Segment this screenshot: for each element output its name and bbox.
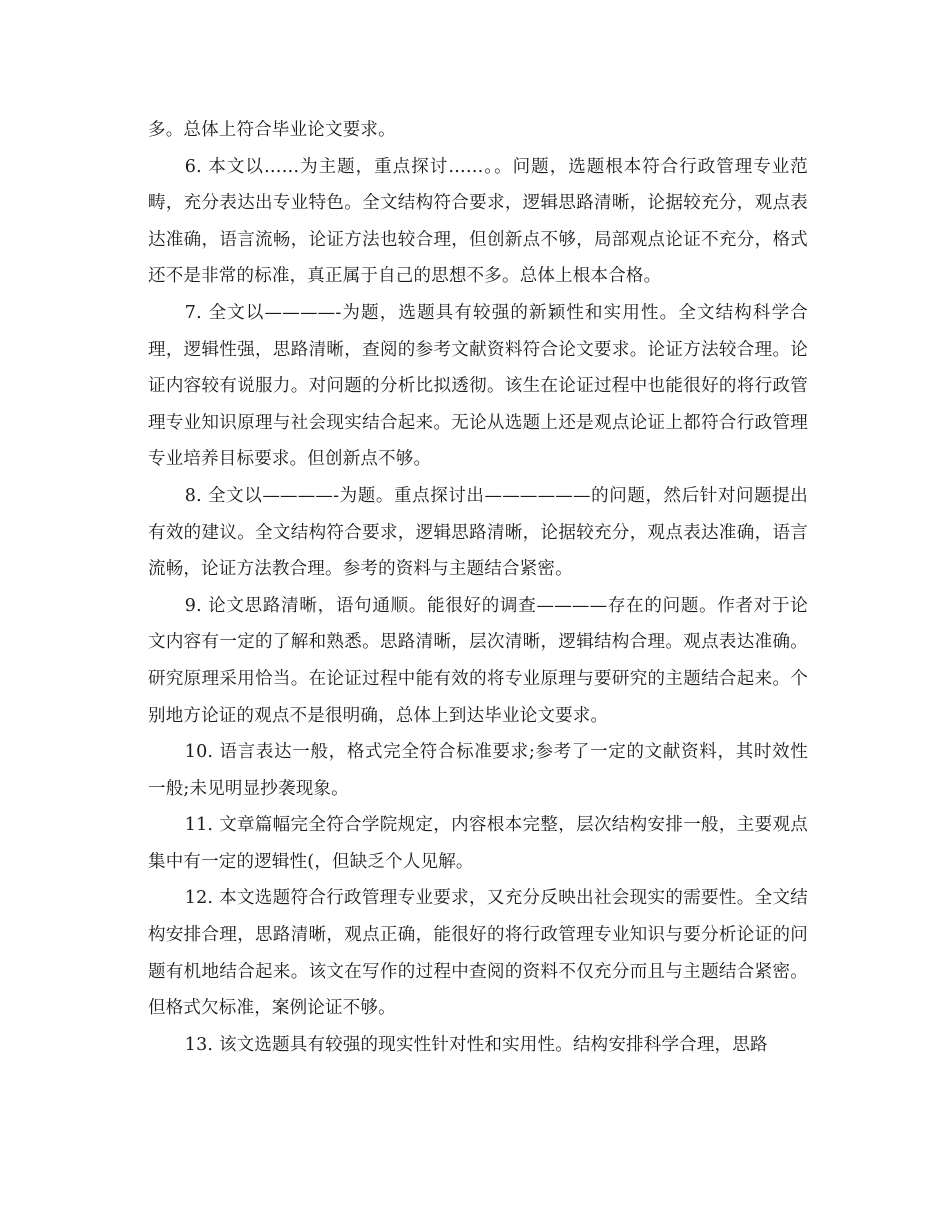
paragraph-9: 9. 论文思路清晰，语句通顺。能很好的调查————存在的问题。作者对于论文内容有一定的了解和熟悉。思路清晰，层次清晰，逻辑结构合理。观点表达准确。研究原理采用恰当。在论证过程中能有效的将专业原理与要研究的主题结合起来。个别地方论证的观点不是很明确，总体上到达毕业论文要求。 xyxy=(148,595,808,726)
paragraph-13: 13. 该文选题具有较强的现实性针对性和实用性。结构安排科学合理，思路 xyxy=(184,1034,768,1055)
paragraph-7: 7. 全文以————-为题，选题具有较强的新颖性和实用性。全文结构科学合理，逻辑性强，思路清晰，查阅的参考文献资料符合论文要求。论证方法较合理。论证内容较有说服力。对问题的分析比拟透彻。该生在论证过程中也能很好的将行政管理专业知识原理与社会现实结合起来。无论从选题上还是观点论证上都符合行政管理专业培养目标要求。但创新点不够。 xyxy=(148,302,808,470)
paragraph-8: 8. 全文以————-为题。重点探讨出——————的问题，然后针对问题提出有效的建议。全文结构符合要求，逻辑思路清晰，论据较充分，观点表达准确，语言流畅，论证方法教合理。参考的资料与主题结合紧密。 xyxy=(148,485,808,580)
paragraph-10: 10. 语言表达一般，格式完全符合标准要求;参考了一定的文献资料，其时效性一般;未见明显抄袭现象。 xyxy=(148,742,808,799)
paragraph-6: 6. 本文以……为主题，重点探讨……。。问题，选题根本符合行政管理专业范畴，充分表达出专业特色。全文结构符合要求，逻辑思路清晰，论据较充分，观点表达准确，语言流畅，论证方法也较合理，但创新点不够，局部观点论证不充分，格式还不是非常的标准，真正属于自己的思想不多。总体上根本合格。 xyxy=(148,156,808,287)
document-body xyxy=(148,112,808,1063)
paragraph-12: 12. 本文选题符合行政管理专业要求，又充分反映出社会现实的需要性。全文结构安排合理，思路清晰，观点正确，能很好的将行政管理专业知识与要分析论证的问题有机地结合起来。该文在写作的过程中查阅的资料不仅充分而且与主题结合紧密。但格式欠标准，案例论证不够。 xyxy=(148,888,808,1019)
paragraph-11: 11. 文章篇幅完全符合学院规定，内容根本完整，层次结构安排一般，主要观点集中有一定的逻辑性(，但缺乏个人见解。 xyxy=(148,815,808,872)
paragraph-continuation: 多。总体上符合毕业论文要求。 xyxy=(148,120,396,140)
